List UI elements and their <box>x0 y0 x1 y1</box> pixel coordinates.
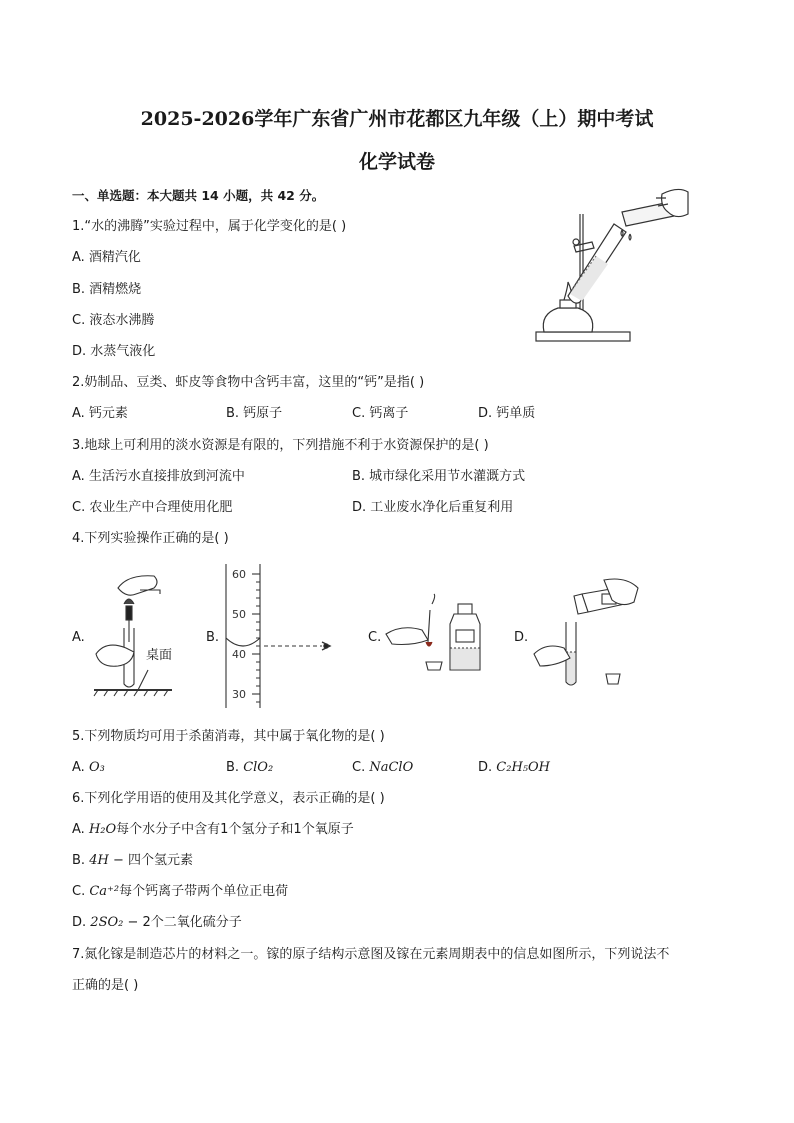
q5-option-c <box>352 759 413 777</box>
q6-option-c-text: 每个钙离子带两个单位正电荷 <box>119 884 289 899</box>
q5-option-c-formula: NaClO <box>369 760 414 775</box>
section-heading: 一、单选题：本大题共 14 小题，共 42 分。 <box>72 188 325 203</box>
q6-option-c-formula: Ca⁺² <box>89 884 120 899</box>
q5-option-d-letter: D. <box>478 760 493 775</box>
q6-option-d-letter: D. <box>72 915 87 930</box>
q5-option-d <box>478 759 550 777</box>
q6-option-d <box>72 914 242 932</box>
q7-stem-line2: 正确的是( ) <box>72 978 139 993</box>
q1-stem: 1.“水的沸腾”实验过程中，属于化学变化的是( ) <box>72 219 347 234</box>
q6-option-a-letter: A. <box>72 822 85 837</box>
exam-title: 2025-2026学年广东省广州市花都区九年级（上）期中考试 <box>140 108 654 130</box>
q5-option-b <box>226 759 273 777</box>
q4-figure-b-cylinder <box>220 562 340 710</box>
q2-option-b: B. 钙原子 <box>226 406 283 421</box>
boiling-water-apparatus-figure <box>530 184 690 346</box>
exam-subtitle: 化学试卷 <box>358 151 435 173</box>
q4-figure-a-desk-label: 桌面 <box>146 648 173 663</box>
q6-option-b-formula: 4H <box>89 853 109 868</box>
q6-option-a <box>72 821 354 839</box>
q4-option-a: A. <box>72 630 85 645</box>
q2-stem: 2.奶制品、豆类、虾皮等食物中含钙丰富，这里的“钙”是指( ) <box>72 375 425 390</box>
q2-option-d: D. 钙单质 <box>478 406 536 421</box>
q7-stem-line1: 7.氮化镓是制造芯片的材料之一。镓的原子结构示意图及镓在元素周期表中的信息如图所示，下列说法不 <box>72 947 670 962</box>
q4-figure-a-dropper <box>88 568 178 702</box>
q6-option-b <box>72 852 193 870</box>
q3-option-a: A. 生活污水直接排放到河流中 <box>72 469 245 484</box>
q5-option-a-formula: O₃ <box>88 760 105 775</box>
q6-option-d-text: − 2个二氧化硫分子 <box>123 915 242 930</box>
q3-stem: 3.地球上可利用的淡水资源是有限的，下列措施不利于水资源保护的是( ) <box>72 438 489 453</box>
q5-stem: 5.下列物质均可用于杀菌消毒，其中属于氧化物的是( ) <box>72 729 385 744</box>
q5-option-d-formula: C₂H₅OH <box>496 760 550 775</box>
q4-option-c: C. <box>368 630 382 645</box>
q4-option-d: D. <box>514 630 529 645</box>
q1-option-c: C. 液态水沸腾 <box>72 313 155 328</box>
q6-option-a-text: 每个水分子中含有1个氢分子和1个氧原子 <box>116 822 354 837</box>
q3-option-c: C. 农业生产中合理使用化肥 <box>72 500 233 515</box>
q6-option-c <box>72 883 288 901</box>
q4-figure-c-dropper-bottle <box>382 590 492 680</box>
q6-option-b-text: − 四个氢元素 <box>108 853 193 868</box>
q4-figure-d-pouring <box>530 578 646 698</box>
q5-option-b-formula: ClO₂ <box>243 760 274 775</box>
q5-option-c-letter: C. <box>352 760 366 775</box>
q6-option-b-letter: B. <box>72 853 86 868</box>
q4-figure-b-tick-60: 60 <box>232 568 246 581</box>
q4-stem: 4.下列实验操作正确的是( ) <box>72 531 229 546</box>
q1-option-b: B. 酒精燃烧 <box>72 282 142 297</box>
q4-option-b: B. <box>206 630 220 645</box>
q1-option-a: A. 酒精汽化 <box>72 250 141 265</box>
q6-option-a-formula: H₂O <box>88 822 117 837</box>
q2-option-c: C. 钙离子 <box>352 406 409 421</box>
q1-option-d: D. 水蒸气液化 <box>72 344 156 359</box>
q5-option-a <box>72 759 105 777</box>
q3-option-b: B. 城市绿化采用节水灌溉方式 <box>352 469 526 484</box>
q2-option-a: A. 钙元素 <box>72 406 128 421</box>
q6-option-d-formula: 2SO₂ <box>90 915 124 930</box>
q5-option-b-letter: B. <box>226 760 240 775</box>
q5-option-a-letter: A. <box>72 760 85 775</box>
q4-figure-b-tick-50: 50 <box>232 608 246 621</box>
q3-option-d: D. 工业废水净化后重复利用 <box>352 500 514 515</box>
q6-stem: 6.下列化学用语的使用及其化学意义，表示正确的是( ) <box>72 791 385 806</box>
q4-figure-b-tick-40: 40 <box>232 648 246 661</box>
q4-figure-b-tick-30: 30 <box>232 688 246 701</box>
q6-option-c-letter: C. <box>72 884 86 899</box>
